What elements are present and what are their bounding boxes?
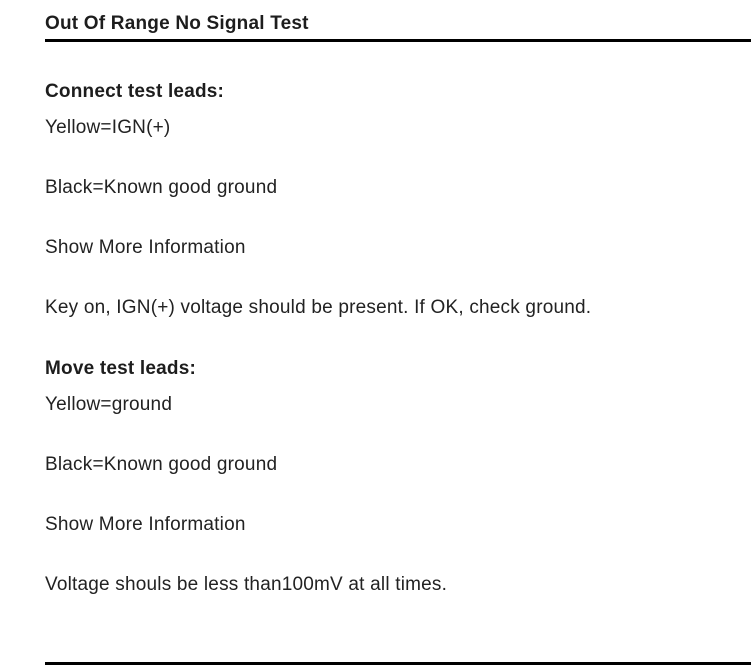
test-result-instruction: Voltage shouls be less than100mV at all times. bbox=[45, 574, 448, 595]
test-result-instruction: Key on, IGN(+) voltage should be present. If OK, check ground. bbox=[45, 297, 592, 318]
show-more-row bbox=[45, 236, 751, 259]
black-lead-assignment: Black=Known good ground bbox=[45, 454, 278, 475]
connect-test-leads-header: Connect test leads: bbox=[45, 81, 225, 102]
move-test-leads-section bbox=[45, 357, 751, 596]
yellow-lead-assignment: Yellow=ground bbox=[45, 394, 173, 415]
black-lead-assignment: Black=Known good ground bbox=[45, 177, 278, 198]
bottom-divider bbox=[45, 662, 751, 665]
show-more-information-link[interactable]: Show More Information bbox=[45, 237, 246, 258]
show-more-information-link[interactable]: Show More Information bbox=[45, 514, 246, 535]
connect-test-leads-section bbox=[45, 80, 751, 319]
move-test-leads-header: Move test leads: bbox=[45, 358, 197, 379]
page-title: Out Of Range No Signal Test bbox=[45, 13, 309, 34]
show-more-row bbox=[45, 513, 751, 536]
yellow-lead-assignment: Yellow=IGN(+) bbox=[45, 117, 171, 138]
title-divider bbox=[45, 39, 751, 42]
